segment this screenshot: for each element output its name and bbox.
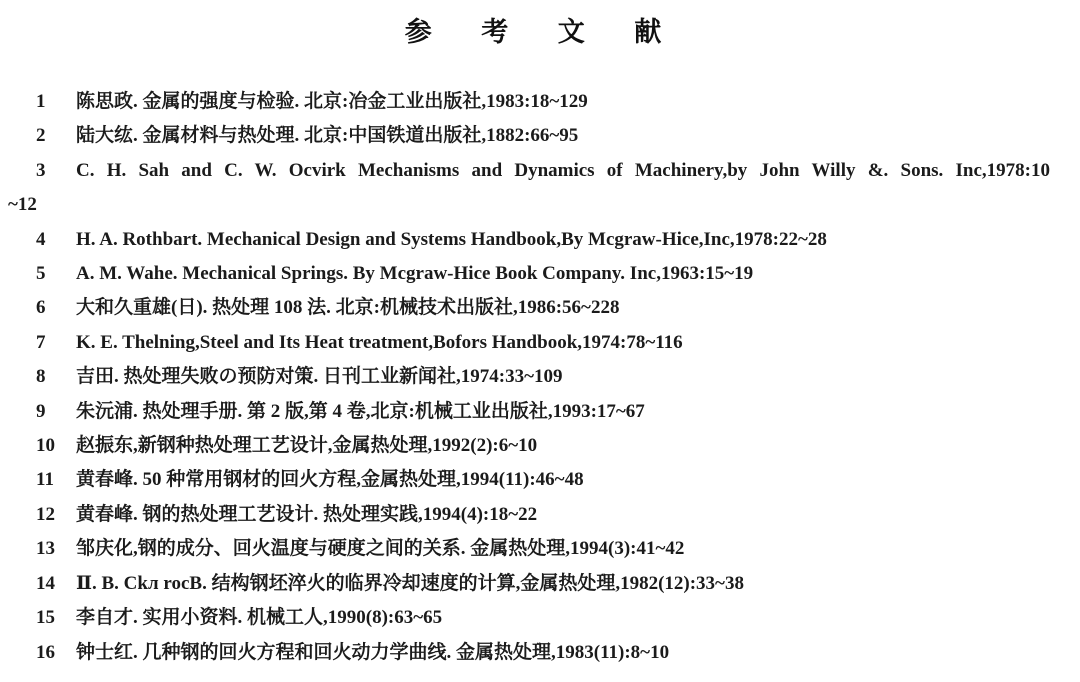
reference-text-line <box>36 154 1050 188</box>
reference-item-7 <box>36 326 1050 360</box>
reference-item-5 <box>36 257 1050 291</box>
reference-text: 黄春峰. 钢的热处理工艺设计. 热处理实践,1994(4):18~22 <box>76 503 538 525</box>
reference-number: 5 <box>36 263 46 285</box>
reference-item-13 <box>36 532 1050 566</box>
reference-item-12 <box>36 498 1050 532</box>
reference-text: A. M. Wahe. Mechanical Springs. By Mcgraw-Hice Book Company. Inc,1963:15~19 <box>76 263 754 285</box>
reference-number: 9 <box>36 400 46 422</box>
reference-text: 钟士红. 几种钢的回火方程和回火动力学曲线. 金属热处理,1983(11):8~10 <box>76 641 670 663</box>
reference-text: H. A. Rothbart. Mechanical Design and Systems Handbook,By Mcgraw-Hice,Inc,1978:22~28 <box>76 228 827 250</box>
reference-text: 陈思政. 金属的强度与检验. 北京:冶金工业出版社,1983:18~129 <box>76 91 588 112</box>
reference-text: 大和久重雄(日). 热处理 108 法. 北京:机械技术出版社,1986:56~228 <box>76 297 620 319</box>
reference-number: 10 <box>36 435 55 457</box>
reference-text: 朱沅浦. 热处理手册. 第 2 版,第 4 卷,北京:机械工业出版社,1993:17~67 <box>76 400 645 422</box>
reference-list <box>8 85 1050 670</box>
reference-text: 赵振东,新钢种热处理工艺设计,金属热处理,1992(2):6~10 <box>76 435 538 457</box>
reference-item-10 <box>36 429 1050 463</box>
page-title: 参 考 文 献 <box>404 17 676 47</box>
reference-item-6 <box>36 291 1050 325</box>
reference-text: 陆大纮. 金属材料与热处理. 北京:中国铁道出版社,1882:66~95 <box>76 125 579 147</box>
reference-number: 15 <box>36 607 55 629</box>
reference-text-continuation: ~12 <box>8 194 37 216</box>
reference-item-1 <box>36 85 1050 119</box>
reference-number: 6 <box>36 297 46 319</box>
reference-number: 16 <box>36 641 55 663</box>
reference-text: Ⅱ. B. Ckл rocB. 结构钢坯淬火的临界冷却速度的计算,金属热处理,1982(12):33~38 <box>76 572 744 594</box>
reference-item-16 <box>36 636 1050 670</box>
reference-number: 12 <box>36 503 55 525</box>
reference-number: 3 <box>36 159 46 181</box>
reference-text: 李自才. 实用小资料. 机械工人,1990(8):63~65 <box>76 607 443 629</box>
reference-number: 4 <box>36 228 46 250</box>
reference-item-8 <box>36 360 1050 394</box>
reference-item-9 <box>36 395 1050 429</box>
reference-number: 2 <box>36 125 46 147</box>
reference-number: 14 <box>36 572 55 594</box>
reference-text: K. E. Thelning,Steel and Its Heat treatment,Bofors Handbook,1974:78~116 <box>76 331 683 353</box>
reference-item-4 <box>36 223 1050 257</box>
reference-number: 1 <box>36 91 46 112</box>
reference-text: 黄春峰. 50 种常用钢材的回火方程,金属热处理,1994(11):46~48 <box>76 469 584 491</box>
reference-item-3 <box>8 154 1050 223</box>
reference-item-11 <box>36 463 1050 497</box>
reference-text: 邹庆化,钢的成分、回火温度与硬度之间的关系. 金属热处理,1994(3):41~42 <box>76 538 685 560</box>
reference-number: 11 <box>36 469 54 491</box>
reference-number: 8 <box>36 366 46 388</box>
reference-number: 13 <box>36 538 55 560</box>
reference-text: 吉田. 热处理失败の预防对策. 日刊工业新闻社,1974:33~109 <box>76 366 563 388</box>
reference-item-2 <box>36 119 1050 153</box>
reference-item-14 <box>36 567 1050 601</box>
reference-number: 7 <box>36 331 46 353</box>
reference-item-15 <box>36 601 1050 635</box>
reference-text: C. H. Sah and C. W. Ocvirk Mechanisms and Dynamics of Machinery,by John Willy &. Sons. Inc,1978:10 <box>76 159 1050 181</box>
